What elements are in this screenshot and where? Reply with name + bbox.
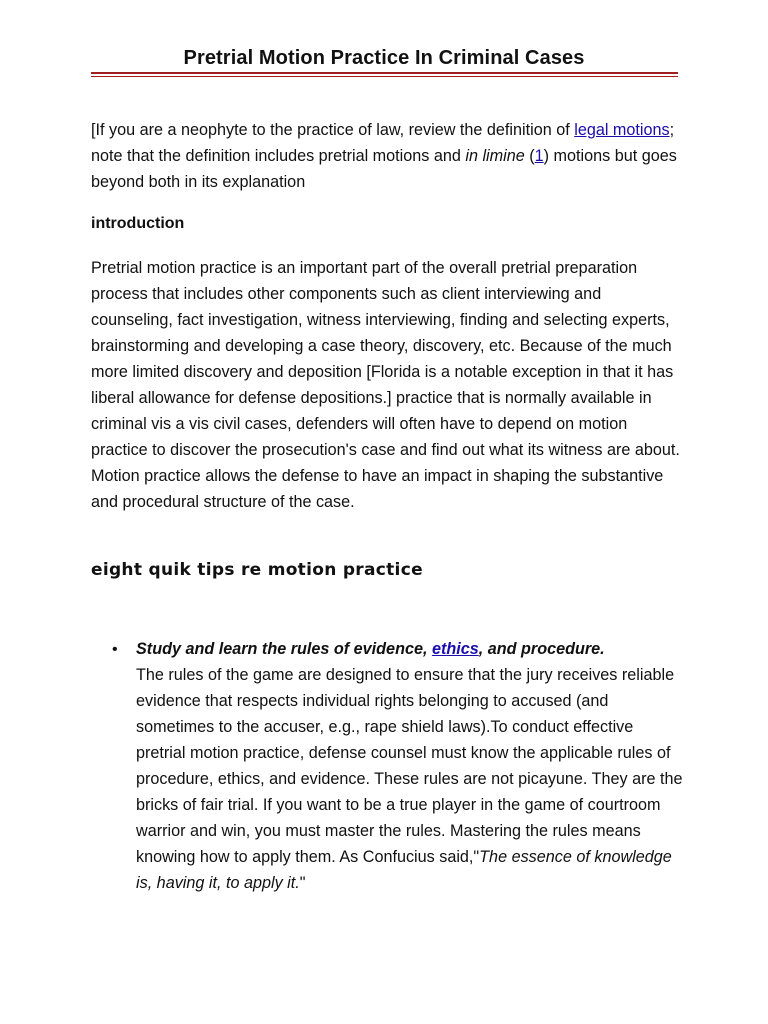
intro-text-2: ; note that the definition includes pretrial motions and: [91, 121, 675, 165]
ethics-link[interactable]: ethics: [431, 640, 479, 658]
intro-text-4: ) motions but goes beyond both in its explanation: [91, 147, 677, 191]
title-divider-thin: [91, 76, 678, 77]
tip-body-text: The rules of the game are designed to ensure that the jury receives reliable evidence that respects individual rights belonging to accused (and sometimes to the accuser, e.g., rape shield laws).To conduct effective pretrial motion practice, defense counsel must know the applicable rules of procedure, ethics, and evidence. These rules are not picayune. They are the bricks of fair trial. If you want to be a true player in the game of courtroom warrior and win, you must master the rules. Mastering the rules means knowing how to apply them. As Confucius said,": [136, 666, 683, 866]
tip-lead: [136, 640, 605, 658]
page-title: Pretrial Motion Practice In Criminal Cases: [183, 47, 585, 69]
legal-motions-link[interactable]: legal motions: [574, 121, 670, 139]
tip-lead-text-1: Study and learn the rules of evidence,: [136, 640, 432, 658]
tip-paragraph: [136, 636, 686, 896]
introduction-paragraph: Pretrial motion practice is an important part of the overall pretrial preparation process that includes other components such as client interviewing and counseling, fact investigation, witness interviewing, finding and selecting experts, brainstorming and developing a case theory, discovery, etc. Because of the much more limited discovery and deposition [Florida is a notable exception in that it has liberal allowance for defense depositions.] practice that is normally available in criminal vis a vis civil cases, defenders will often have to depend on motion practice to discover the prosecution's case and find out what its witness are about. Motion practice allows the defense to have an impact in shaping the substantive and procedural structure of the case.: [91, 259, 680, 511]
footnote-link[interactable]: 1: [534, 147, 544, 165]
in-limine-text: in limine: [465, 147, 525, 165]
introduction-heading: introduction: [91, 215, 185, 232]
intro-paragraph: [91, 117, 681, 195]
title-divider-thick: [91, 72, 678, 74]
tip-lead-text-2: , and procedure.: [478, 640, 605, 658]
title-divider: [91, 72, 678, 78]
intro-text-1: [If you are a neophyte to the practice of law, review the definition of: [91, 121, 575, 139]
list-item: [136, 636, 686, 896]
confucius-quote: The essence of knowledge is, having it, to apply it.: [136, 848, 672, 892]
quote-close: ": [299, 874, 306, 892]
list-bullet: •: [112, 641, 118, 658]
intro-text-3: (: [524, 147, 535, 165]
tips-heading: eight quik tips re motion practice: [91, 560, 423, 580]
